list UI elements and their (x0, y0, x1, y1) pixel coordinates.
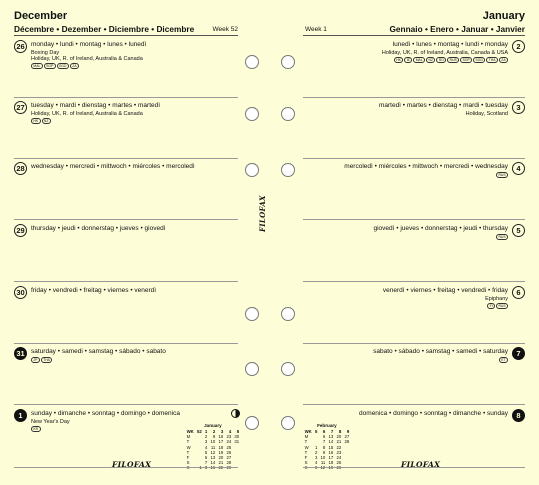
country-tag: RO (436, 57, 446, 63)
mini-calendar-cell: 2 (314, 449, 318, 455)
binder-hole (245, 55, 259, 69)
country-tag: HK (394, 57, 404, 63)
mini-calendar-cell: 7 (322, 439, 326, 445)
day-block[interactable] (14, 220, 238, 282)
mini-calendar-cell: 10 (210, 439, 216, 445)
day-number: 30 (14, 286, 27, 299)
mini-calendar-cell: 23 (226, 434, 232, 440)
day-number: 5 (512, 224, 525, 237)
day-name: thursday • jeudi • donnerstag • jueves • giovedì (31, 225, 166, 232)
country-tag: HK (31, 118, 41, 124)
mini-calendar-cell: 14 (328, 439, 334, 445)
country-tag: NZ (42, 118, 51, 124)
country-tags (31, 357, 52, 363)
binder-hole (281, 416, 295, 430)
day-note: Holiday, UK, R. of Ireland, Australia & Canada (31, 110, 143, 117)
country-tag: JP (31, 357, 40, 363)
day-name: friday • vendredi • freitag • viernes • venerdì (31, 287, 157, 294)
mini-calendar-cell: 12 (320, 465, 326, 471)
mini-calendar-cell: 27 (344, 434, 350, 440)
binder-hole (245, 307, 259, 321)
moon-phase-icon (231, 409, 240, 418)
country-tags (496, 234, 508, 240)
mini-calendar-cell: 6 (204, 455, 208, 461)
mini-calendar-cell: T (186, 439, 190, 445)
left-filofax-logo: FILOFAX (112, 460, 152, 469)
day-number: 3 (512, 101, 525, 114)
binder-hole (245, 163, 259, 177)
mini-calendar-cell: 52 (196, 429, 202, 434)
day-name: sunday • dimanche • sonntag • domingo • domenica (31, 410, 180, 417)
mini-calendar-cell: T (304, 439, 308, 445)
country-tag: RUS (496, 172, 508, 178)
day-name: tuesday • mardi • dienstag • martes • martedì (31, 102, 161, 109)
day-number: 7 (512, 347, 525, 360)
mini-calendar-cell: 9 (346, 429, 350, 434)
mini-calendar-cell: 28 (226, 460, 232, 466)
mini-calendar-cell: 11 (210, 444, 216, 450)
day-number: 1 (14, 409, 27, 422)
day-note: Boxing Day (31, 49, 60, 56)
country-tag: THA (486, 57, 498, 63)
binder-hole (281, 107, 295, 121)
mini-calendar-cell: WK (304, 429, 312, 434)
country-tags (394, 57, 508, 63)
mini-calendar-cell: 8 (322, 444, 326, 450)
mini-calendar-cell: 26 (336, 465, 342, 471)
mini-calendar-cell: 16 (218, 434, 224, 440)
mini-calendar-cell: 29 (226, 465, 232, 471)
mini-calendar-cell: 19 (218, 449, 224, 455)
mini-calendar-cell: F (186, 455, 190, 461)
mini-calendar-cell: 2 (212, 429, 216, 434)
day-block[interactable] (303, 343, 525, 405)
mini-calendar-cell: 5 (314, 465, 318, 471)
mini-calendar-cell: W (304, 444, 309, 450)
mini-calendar-cell: 8 (338, 429, 342, 434)
mini-calendar-cell: 18 (218, 444, 224, 450)
mini-calendar-cell: T (186, 449, 190, 455)
spine-filofax-logo: FILOFAX (258, 195, 267, 232)
mini-calendar-cell: 1 (314, 444, 318, 450)
country-tag: MAL (413, 57, 425, 63)
mini-calendar-cell: 11 (320, 460, 326, 466)
country-tag: RUS (496, 234, 508, 240)
day-block[interactable] (303, 282, 525, 344)
binder-hole (245, 107, 259, 121)
country-tag: SGD (473, 57, 485, 63)
mini-calendar-cell: 22 (336, 444, 342, 450)
mini-calendar-cell: 8 (204, 465, 208, 471)
country-tag: RUS (447, 57, 459, 63)
day-number: 31 (14, 347, 27, 360)
left-month-translations: Décembre • Dezember • Diciembre • Dicembre (14, 24, 195, 34)
mini-calendar-title: February (317, 423, 337, 428)
day-number: 4 (512, 162, 525, 175)
left-mini-calendar (185, 423, 241, 471)
day-note: Epiphany (485, 295, 508, 302)
country-tags (496, 172, 508, 178)
country-tag: IE (404, 57, 412, 63)
right-week-label: Week 1 (305, 26, 327, 33)
mini-calendar-cell: 5 (204, 449, 208, 455)
mini-calendar-cell: 9 (212, 434, 216, 440)
day-block[interactable] (303, 36, 525, 98)
day-number: 6 (512, 286, 525, 299)
mini-calendar-cell: 13 (328, 434, 334, 440)
mini-calendar-cell: 21 (336, 439, 342, 445)
right-page (273, 0, 539, 485)
mini-calendar-title: January (204, 423, 222, 428)
mini-calendar-cell: 16 (328, 449, 334, 455)
day-note: Holiday, UK, R. of Ireland, Australia & Canada (31, 56, 143, 62)
mini-calendar-cell: 3 (220, 429, 224, 434)
binder-hole (245, 416, 259, 430)
day-block[interactable] (303, 158, 525, 220)
mini-calendar-cell: 15 (210, 465, 216, 471)
mini-calendar-cell: 3 (314, 455, 318, 461)
country-tag: ZA (499, 57, 508, 63)
day-block[interactable] (14, 343, 238, 405)
country-tags (499, 357, 508, 363)
day-name: lunedì • lunes • montag • lundi • monday (392, 41, 508, 48)
country-tags (31, 118, 51, 124)
country-tag: RUS (496, 303, 508, 309)
mini-calendar-cell: 20 (218, 455, 224, 461)
mini-calendar-cell: 30 (234, 434, 240, 440)
mini-calendar-cell: 7 (330, 429, 334, 434)
day-block[interactable] (14, 158, 238, 220)
day-number: 2 (512, 40, 525, 53)
mini-calendar-grid (185, 429, 241, 471)
mini-calendar-cell: 9 (322, 449, 326, 455)
day-note: Holiday, UK, R. of Ireland, Australia, Canada & USA (381, 49, 508, 56)
mini-calendar-cell: 17 (218, 439, 224, 445)
day-note: New Year's Day (31, 418, 70, 425)
country-tag: MAL (31, 63, 43, 69)
binder-hole (281, 163, 295, 177)
left-page (0, 0, 266, 485)
right-mini-calendar (303, 423, 351, 471)
country-tag: SGD (57, 63, 69, 69)
mini-calendar-grid (303, 429, 351, 471)
right-month-translations: Gennaio • Enero • Januar • Janvier (389, 24, 525, 34)
mini-calendar-cell: 6 (322, 434, 326, 440)
country-tag: FI (487, 303, 495, 309)
day-block[interactable] (14, 97, 238, 159)
mini-calendar-cell: 24 (226, 439, 232, 445)
mini-calendar-cell: 18 (328, 460, 334, 466)
mini-calendar-cell: S (186, 465, 190, 471)
binder-hole (281, 55, 295, 69)
country-tag: KR (31, 426, 41, 432)
day-name: domenica • domingo • sonntag • dimanche • sunday (359, 410, 508, 417)
mini-calendar-cell: 2 (204, 434, 208, 440)
day-note: Holiday, Scotland (465, 110, 508, 117)
day-name: saturday • samedi • samstag • sábado • sabato (31, 348, 166, 355)
mini-calendar-cell: 13 (210, 455, 216, 461)
mini-calendar-cell: 1 (199, 465, 202, 471)
mini-calendar-cell: WK (186, 429, 194, 434)
mini-calendar-cell: 10 (320, 455, 326, 461)
mini-calendar-cell: 4 (314, 460, 318, 466)
mini-calendar-cell: 4 (228, 429, 232, 434)
mini-calendar-cell: 6 (322, 429, 326, 434)
day-number: 8 (512, 409, 525, 422)
mini-calendar-cell: 12 (210, 449, 216, 455)
binder-hole (281, 362, 295, 376)
day-name: mercoledì • miércoles • mittwoch • mercredi • wednesday (344, 163, 508, 170)
day-number: 29 (14, 224, 27, 237)
mini-calendar-cell: 5 (236, 429, 240, 434)
mini-calendar-cell: 4 (204, 444, 208, 450)
day-name: venerdì • viernes • freitag • vendredi • friday (382, 287, 508, 294)
left-month-title: December (14, 10, 68, 22)
country-tag: SGP (460, 57, 472, 63)
mini-calendar-cell: S (304, 460, 308, 466)
day-name: sabato • sábado • samstag • samedi • saturday (373, 348, 508, 355)
binder-hole (281, 307, 295, 321)
mini-calendar-cell: 7 (204, 460, 208, 466)
mini-calendar-cell: 28 (344, 439, 350, 445)
right-month-title: January (482, 10, 525, 22)
day-block[interactable] (14, 36, 238, 98)
mini-calendar-cell: 25 (336, 460, 342, 466)
mini-calendar-cell: F (304, 455, 308, 461)
country-tag: ZA (70, 63, 79, 69)
mini-calendar-cell: 17 (328, 455, 334, 461)
mini-calendar-cell: 31 (234, 439, 240, 445)
country-tags (31, 426, 41, 432)
country-tag: SGP (44, 63, 56, 69)
mini-calendar-cell: S (304, 465, 308, 471)
mini-calendar-cell: 14 (210, 460, 216, 466)
left-week-label: Week 52 (212, 26, 238, 33)
mini-calendar-cell: 20 (336, 434, 342, 440)
right-filofax-logo: FILOFAX (401, 460, 441, 469)
mini-calendar-cell: 22 (218, 465, 224, 471)
day-block[interactable] (303, 97, 525, 159)
country-tags (31, 63, 79, 69)
mini-calendar-cell: 26 (226, 449, 232, 455)
mini-calendar-cell: M (186, 434, 191, 440)
mini-calendar-cell: 21 (218, 460, 224, 466)
binder-hole (245, 362, 259, 376)
mini-calendar-cell: 27 (226, 455, 232, 461)
day-block[interactable] (14, 282, 238, 344)
mini-calendar-cell: 1 (204, 429, 208, 434)
country-tags (487, 303, 508, 309)
day-number: 27 (14, 101, 27, 114)
mini-calendar-cell: 24 (336, 455, 342, 461)
mini-calendar-cell: 19 (328, 465, 334, 471)
mini-calendar-cell: W (186, 444, 191, 450)
day-number: 26 (14, 40, 27, 53)
mini-calendar-cell: 15 (328, 444, 334, 450)
day-number: 28 (14, 162, 27, 175)
day-block[interactable] (303, 220, 525, 282)
day-name: martedì • martes • dienstag • mardi • tuesday (378, 102, 508, 109)
mini-calendar-cell: 3 (204, 439, 208, 445)
day-name: giovedì • jueves • donnerstag • jeudi • thursday (373, 225, 508, 232)
mini-calendar-cell: T (304, 449, 308, 455)
mini-calendar-cell: S (186, 460, 190, 466)
mini-calendar-cell: 23 (336, 449, 342, 455)
country-tag: ET (499, 357, 508, 363)
mini-calendar-cell: M (304, 434, 309, 440)
day-name: wednesday • mercredi • mittwoch • miércoles • mercoledì (31, 163, 195, 170)
country-tag: NZ (426, 57, 435, 63)
country-tag: THA (41, 357, 53, 363)
mini-calendar-cell: 5 (314, 429, 318, 434)
mini-calendar-cell: 25 (226, 444, 232, 450)
day-name: monday • lundi • montag • lunes • lunedì (31, 41, 147, 48)
